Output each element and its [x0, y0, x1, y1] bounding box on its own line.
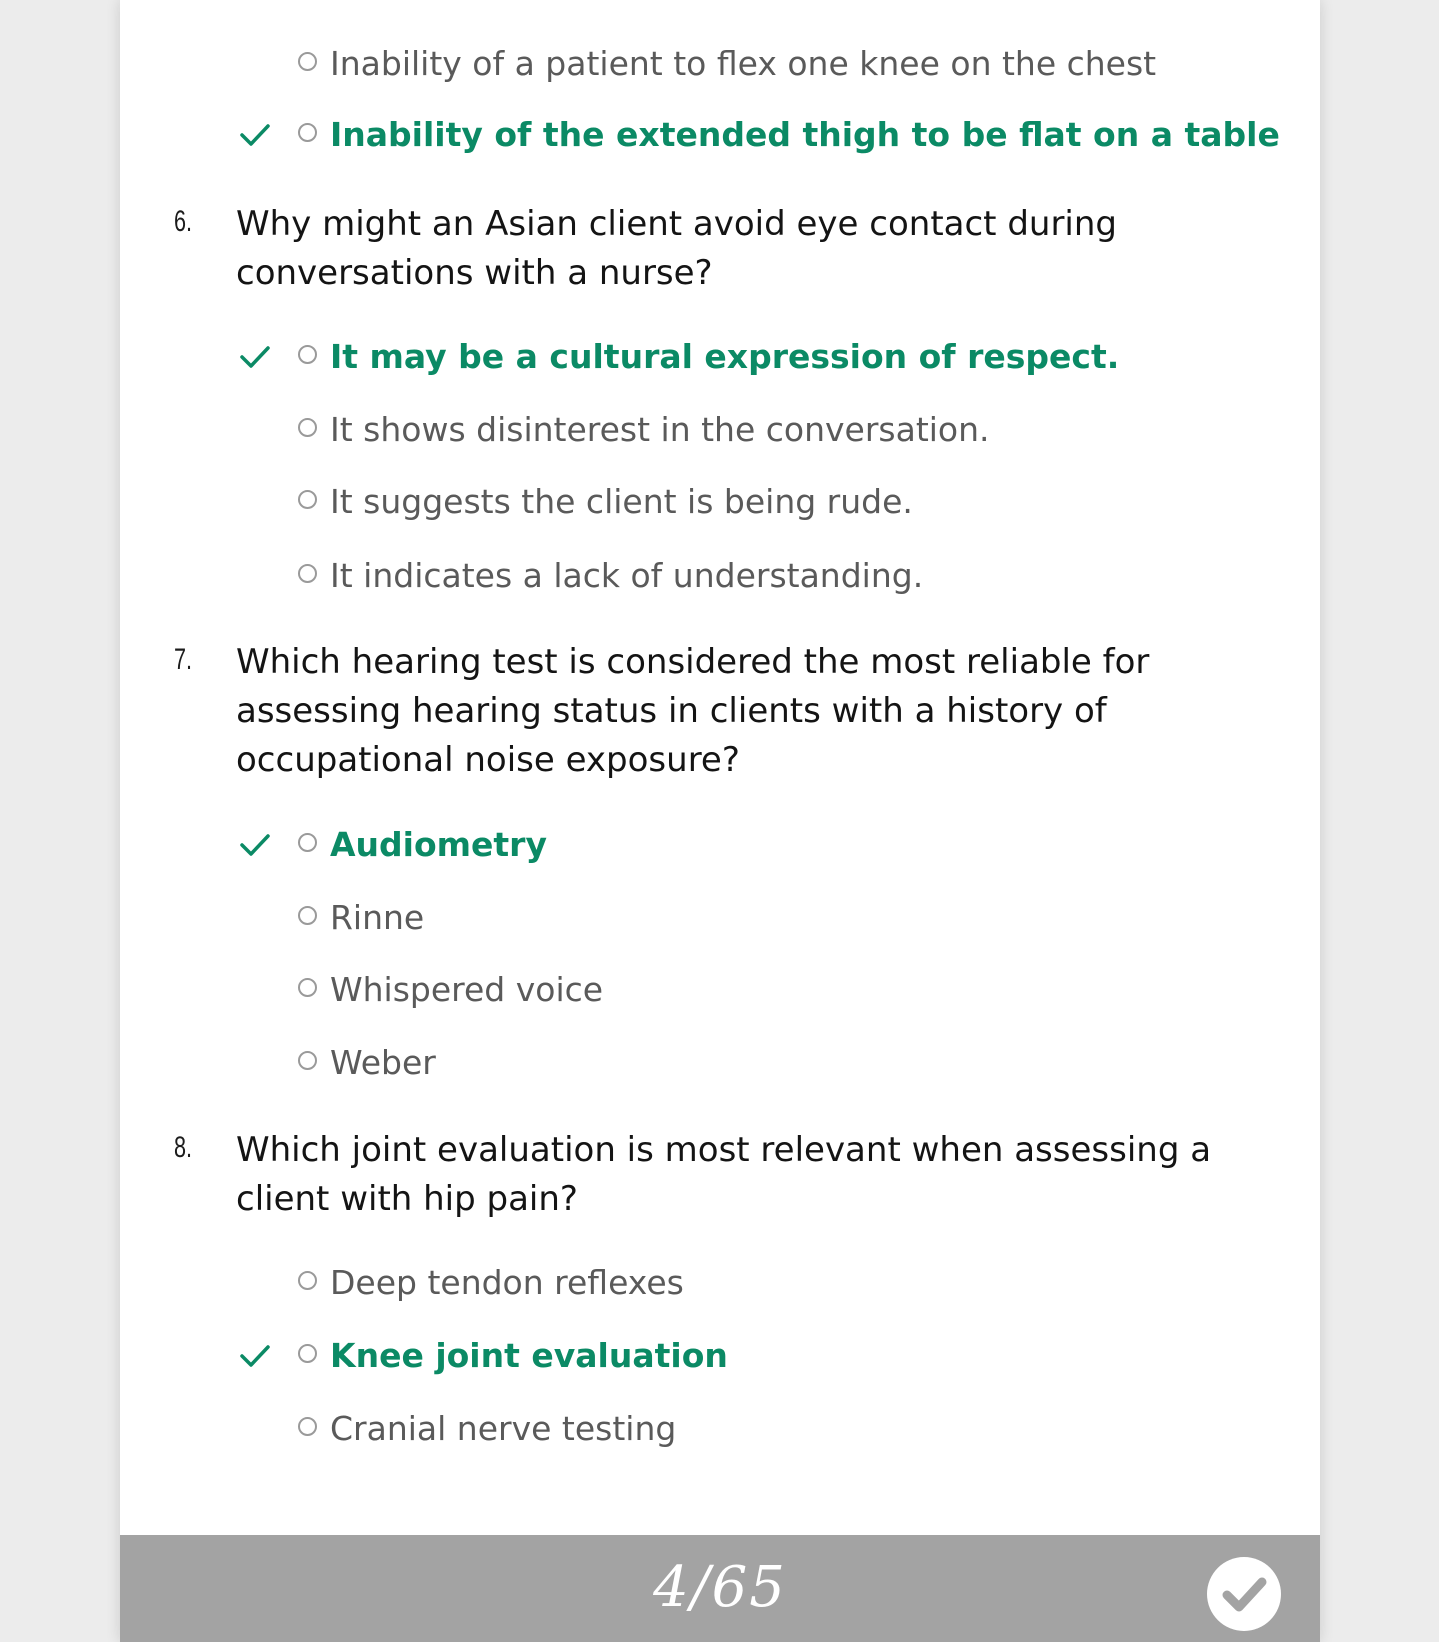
radio-button[interactable] [298, 418, 317, 437]
radio-button[interactable] [298, 345, 317, 364]
option-item[interactable] [120, 1258, 1300, 1308]
question-number: 8. [174, 1131, 193, 1164]
option-label: It suggests the client is being rude. [330, 482, 913, 521]
question-text: Why might an Asian client avoid eye contact during conversations with a nurse? [236, 204, 1118, 293]
option-item[interactable] [120, 1038, 1300, 1088]
option-item[interactable] [120, 551, 1300, 601]
option-label: Audiometry [330, 825, 547, 864]
option-item-correct[interactable] [120, 1331, 1300, 1381]
question-number: 7. [174, 643, 193, 676]
check-icon [238, 118, 272, 152]
option-item[interactable] [120, 405, 1300, 455]
option-label: Deep tendon reflexes [330, 1263, 684, 1302]
radio-button[interactable] [298, 833, 317, 852]
option-label: Whispered voice [330, 970, 604, 1009]
footer-bar [120, 1535, 1320, 1642]
option-label: Weber [330, 1043, 436, 1082]
option-item-correct[interactable] [120, 332, 1300, 382]
option-label: It shows disinterest in the conversation. [330, 410, 990, 449]
option-item[interactable] [120, 477, 1300, 527]
radio-button[interactable] [298, 1344, 317, 1363]
radio-button[interactable] [298, 123, 317, 142]
check-icon [238, 340, 272, 374]
quiz-page [120, 0, 1320, 1642]
question-text: Which joint evaluation is most relevant when assessing a client with hip pain? [236, 1130, 1212, 1219]
radio-button[interactable] [298, 978, 317, 997]
option-label: Cranial nerve testing [330, 1409, 677, 1448]
radio-button[interactable] [298, 1271, 317, 1290]
radio-button[interactable] [298, 906, 317, 925]
option-item[interactable] [120, 1404, 1300, 1454]
option-item-correct[interactable] [120, 110, 1300, 160]
radio-button[interactable] [298, 564, 317, 583]
option-item[interactable] [120, 965, 1300, 1015]
option-label: It may be a cultural expression of respect. [330, 337, 1120, 376]
check-icon [238, 828, 272, 862]
option-label: Knee joint evaluation [330, 1336, 728, 1375]
page-indicator: 4/65 [653, 1555, 787, 1620]
option-item[interactable] [120, 893, 1300, 943]
option-label: It indicates a lack of understanding. [330, 556, 924, 595]
done-button[interactable] [1207, 1557, 1281, 1631]
check-circle-icon [1207, 1557, 1281, 1631]
option-label: Inability of the extended thigh to be flat on a table [330, 115, 1280, 154]
option-label: Rinne [330, 898, 425, 937]
question-number: 6. [174, 205, 193, 238]
radio-button[interactable] [298, 52, 317, 71]
option-item[interactable] [120, 39, 1300, 89]
radio-button[interactable] [298, 490, 317, 509]
question-text: Which hearing test is considered the most reliable for assessing hearing status in clients with a history of occupational noise exposure? [236, 642, 1150, 780]
check-icon [238, 1339, 272, 1373]
radio-button[interactable] [298, 1051, 317, 1070]
option-item-correct[interactable] [120, 820, 1300, 870]
option-label: Inability of a patient to flex one knee on the chest [330, 44, 1157, 83]
radio-button[interactable] [298, 1417, 317, 1436]
